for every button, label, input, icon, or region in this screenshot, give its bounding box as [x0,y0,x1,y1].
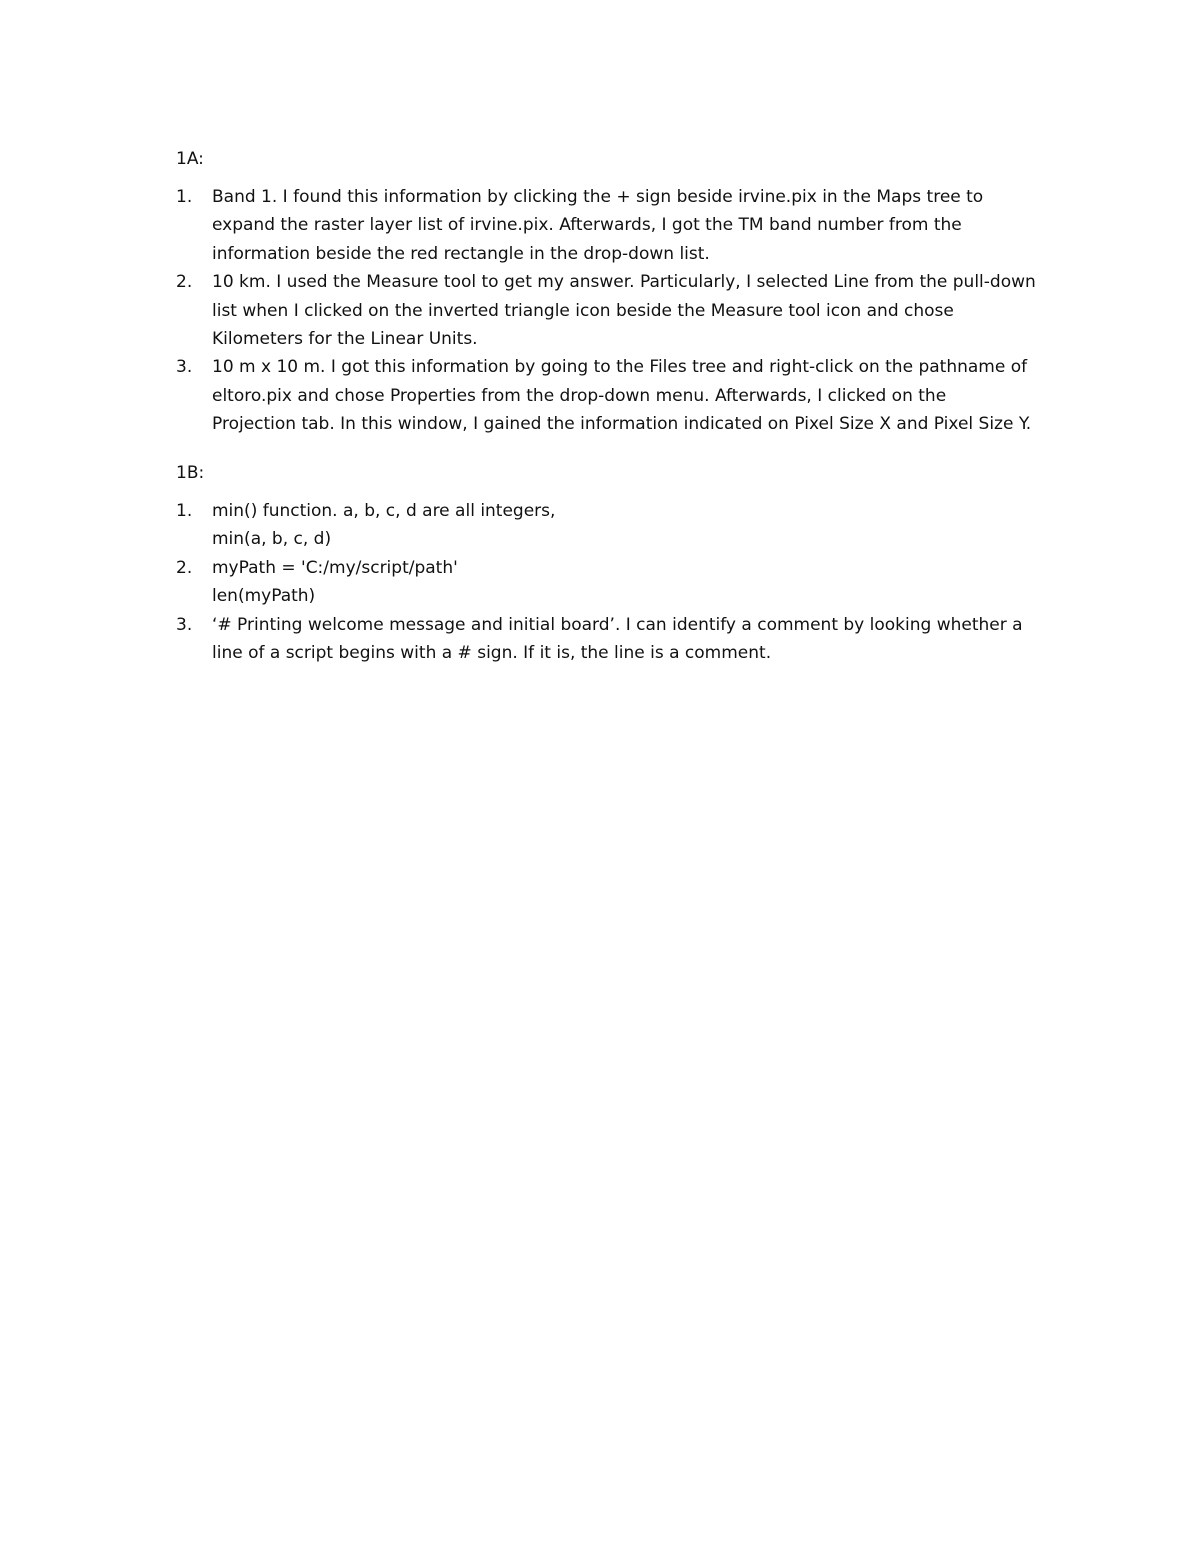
item-text [212,353,1066,438]
item-number: 2. [176,272,193,293]
text-line: 10 m x 10 m. I got this information by going to the Files tree and right-click on the pathname of [212,357,1028,378]
item-number: 3. [176,357,193,378]
section-1a-list [176,183,1066,439]
item-number: 1. [176,501,193,521]
text-line: len(myPath) [212,586,316,607]
section-1a-heading: 1A: [176,149,204,169]
text-line: Kilometers for the Linear Units. [212,329,478,350]
item-number: 3. [176,614,193,635]
text-line: list when I clicked on the inverted triangle icon beside the Measure tool icon and chose [212,300,954,321]
item-text [212,611,1066,668]
text-line: min(a, b, c, d) [212,529,332,550]
list-item [176,183,1066,268]
section-1b-heading: 1B: [176,463,205,483]
section-1b-list [176,497,1066,667]
section-1b [176,459,1066,667]
text-line: eltoro.pix and chose Properties from the drop-down menu. Afterwards, I clicked on the [212,385,947,406]
text-line: Band 1. I found this information by clicking the + sign beside irvine.pix in the Maps tree to [212,187,984,207]
item-number: 2. [176,557,193,578]
list-item [176,611,1066,668]
text-line: information beside the red rectangle in the drop-down list. [212,243,710,264]
list-item [176,268,1066,353]
text-line: min() function. a, b, c, d are all integers, [212,501,556,521]
text-line: myPath = 'C:/my/script/path' [212,557,458,578]
list-item [176,497,1066,554]
item-text [212,497,1066,554]
text-line: line of a script begins with a # sign. If it is, the line is a comment. [212,643,772,664]
item-text [212,554,1066,611]
text-line: 10 km. I used the Measure tool to get my answer. Particularly, I selected Line from the pull-down [212,272,1036,293]
text-line: Projection tab. In this window, I gained the information indicated on Pixel Size X and Pixel Size Y. [212,414,1032,435]
item-text [212,268,1066,353]
section-1a [176,145,1066,439]
list-item [176,353,1066,438]
item-text [212,183,1066,268]
text-line: ‘# Printing welcome message and initial board’. I can identify a comment by looking whether a [212,614,1023,635]
item-number: 1. [176,187,193,207]
text-line: expand the raster layer list of irvine.pix. Afterwards, I got the TM band number from the [212,215,962,236]
list-item [176,554,1066,611]
